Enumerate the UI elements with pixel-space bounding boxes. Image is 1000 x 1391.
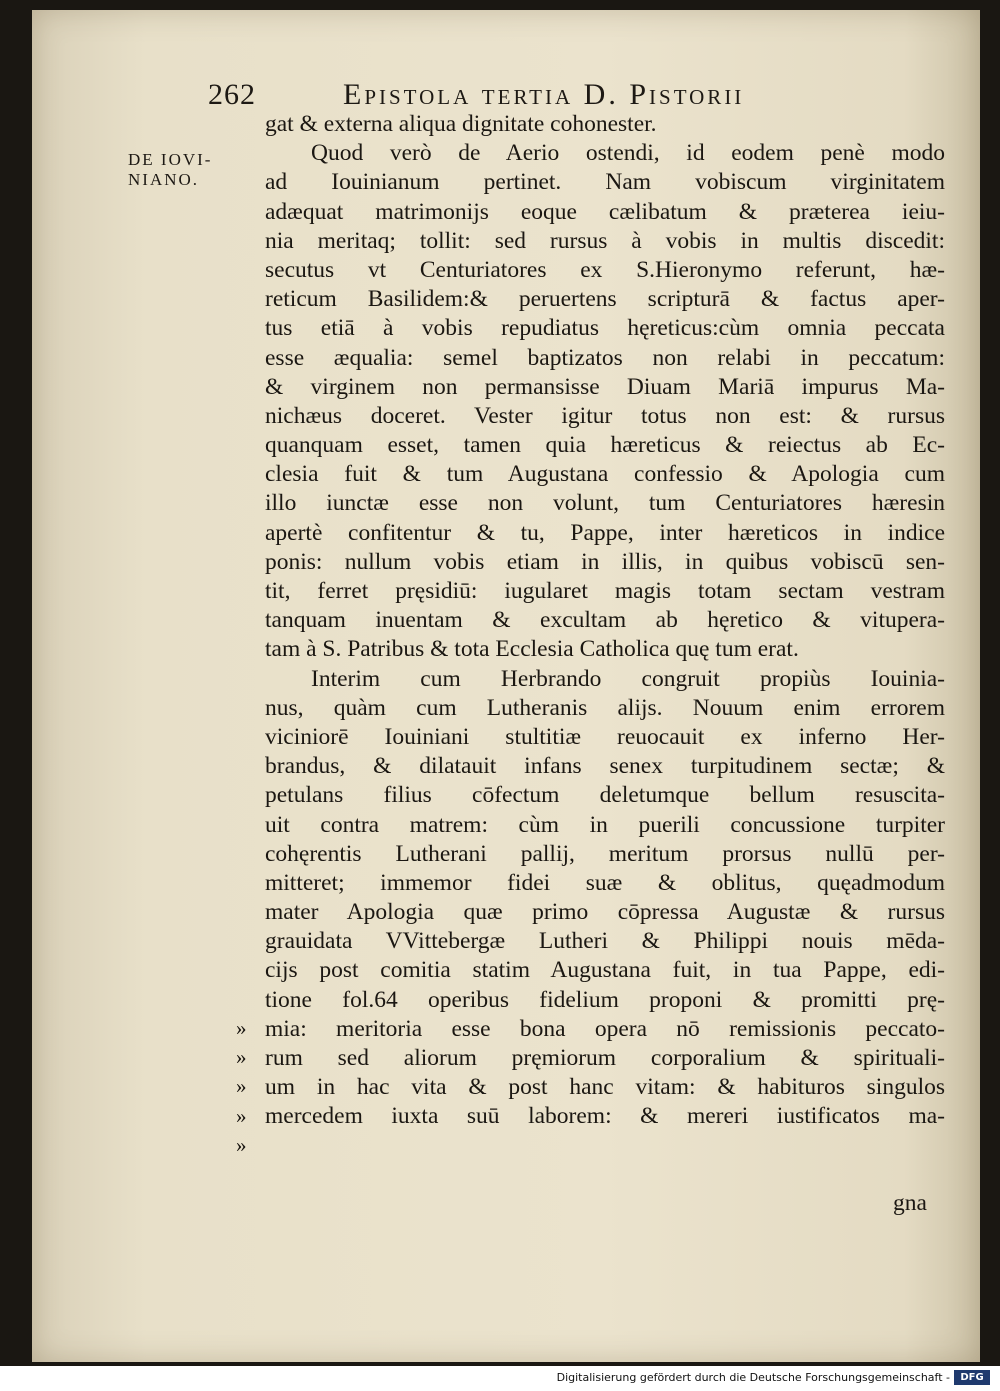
text-line: cohęrentis Lutherani pallij, meritum prorsus nullū per- xyxy=(265,840,945,867)
quote-mark: » xyxy=(236,1045,247,1070)
margin-note-line: DE IOVI- xyxy=(128,150,213,169)
text-line: secutus vt Centuriatores ex S.Hieronymo referunt, hæ- xyxy=(265,256,945,283)
margin-note xyxy=(128,150,248,190)
text-line: cijs post comitia statim Augustana fuit, in tua Pappe, edi- xyxy=(265,957,945,984)
quote-mark: » xyxy=(236,1016,247,1040)
text-line: & virginem non permansisse Diuam Mariā impurus Ma- xyxy=(265,373,945,400)
dfg-logo: DFG xyxy=(954,1370,990,1385)
text-line: um in hac vita & post hanc vitam: & habituros singulos xyxy=(265,1074,945,1101)
text-line: tit, ferret pręsidiū: iugularet magis totam sectam vestram xyxy=(265,578,945,604)
text-line: uit contra matrem: cùm in puerili concussione turpiter xyxy=(265,811,945,838)
text-line: nia meritaq; tollit: sed rursus à vobis in multis discedit: xyxy=(265,227,945,254)
text-line: grauidata VVittebergæ Lutheri & Philippi nouis mēda- xyxy=(265,928,945,955)
quote-mark: » xyxy=(236,1103,247,1128)
text-line: mitteret; immemor fidei suæ & oblitus, quęadmodum xyxy=(265,869,945,896)
text-line: tus etiā à vobis repudiatus hęreticus:cùm omnia peccata xyxy=(265,315,945,342)
funding-credit: Digitalisierung gefördert durch die Deutsche Forschungsgemeinschaft - xyxy=(556,1371,950,1384)
text-line: ponis: nullum vobis etiam in illis, in quibus vobiscū sen- xyxy=(265,548,945,575)
text-line: tam à S. Patribus & tota Ecclesia Catholica quę tum erat. xyxy=(265,636,799,663)
quotation-marks xyxy=(236,1014,262,1160)
text-line: mater Apologia quæ primo cōpressa Augustæ & rursus xyxy=(265,899,945,926)
text-line: tione fol.64 operibus fidelium proponi & promitti prę- xyxy=(265,986,945,1013)
text-line: nus, quàm cum Lutheranis alijs. Nouum enim errorem xyxy=(265,694,945,721)
text-line: clesia fuit & tum Augustana confessio & Apologia cum xyxy=(265,461,945,488)
text-line: reticum Basilidem:& peruertens scripturā & factus aper- xyxy=(265,286,945,313)
text-line: tanquam inuentam & excultam ab hęretico & vitupera- xyxy=(265,607,945,634)
text-line: Interim cum Herbrando congruit propiùs Iouinia- xyxy=(311,665,945,692)
text-line: viciniorē Iouiniani stultitiæ reuocauit ex inferno Her- xyxy=(265,723,945,750)
text-line: Quod verò de Aerio ostendi, id eodem penè modo xyxy=(311,140,945,167)
page-number: 262 xyxy=(208,78,256,111)
text-line: illo iunctæ esse non volunt, tum Centuriatores hæresin xyxy=(265,490,945,517)
text-line: esse æqualia: semel baptizatos non relabi in peccatum: xyxy=(265,344,945,371)
running-head: Epistola tertia D. Pistorii xyxy=(343,78,745,111)
text-line: apertè confitentur & tu, Pappe, inter hæreticos in indice xyxy=(265,519,945,546)
quote-mark: » xyxy=(236,1074,247,1099)
body-text xyxy=(265,110,945,1132)
text-line: gat & externa aliqua dignitate cohonester. xyxy=(265,111,657,137)
text-line: petulans filius cōfectum deletumque bellum resuscita- xyxy=(265,782,945,809)
text-line: quanquam esset, tamen quia hæreticus & reiectus ab Ec- xyxy=(265,432,945,459)
quote-mark: » xyxy=(236,1132,247,1157)
text-line: rum sed aliorum pręmiorum corporalium & spirituali- xyxy=(265,1045,945,1071)
text-line: nichæus doceret. Vester igitur totus non est: & rursus xyxy=(265,402,945,429)
text-line: adæquat matrimonijs eoque cælibatum & præterea ieiu- xyxy=(265,198,945,225)
catchword: gna xyxy=(893,1190,927,1216)
text-line: mercedem iuxta suū laborem: & mereri iustificatos ma- xyxy=(265,1103,945,1130)
text-line: brandus, & dilatauit infans senex turpitudinem sectæ; & xyxy=(265,753,945,780)
text-line: ad Iouinianum pertinet. Nam vobiscum virginitatem xyxy=(265,169,945,196)
margin-note-line: NIANO. xyxy=(128,170,200,189)
text-line: mia: meritoria esse bona opera nō remissionis peccato- xyxy=(265,1015,945,1042)
footer-bar xyxy=(0,1366,1000,1391)
